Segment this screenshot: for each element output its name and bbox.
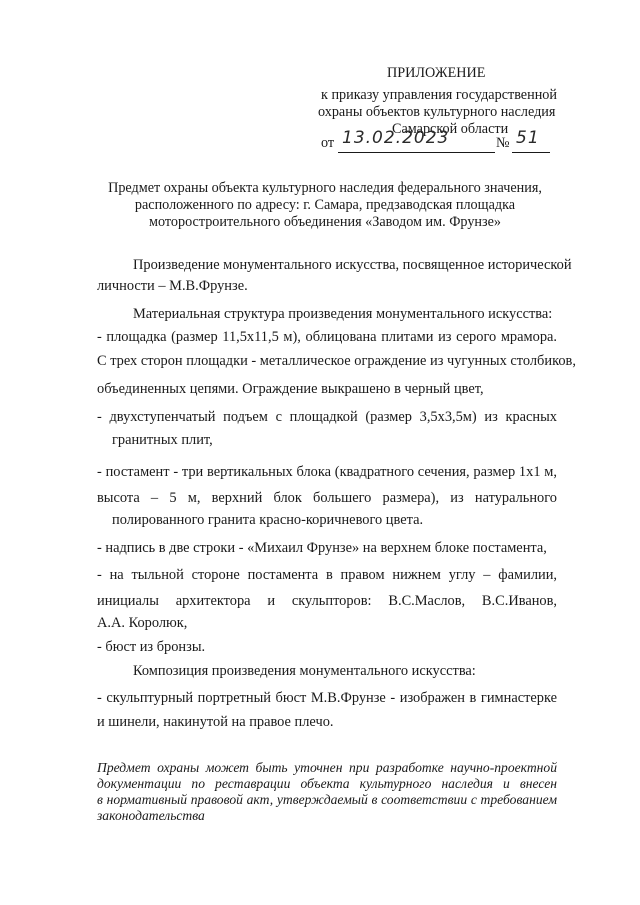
- header-line-3: Самарской области: [392, 121, 509, 137]
- item-4: - надпись в две строки - «Михаил Фрунзе» на верхнем блоке постамента,: [97, 540, 547, 556]
- item-3-line-2: высота – 5 м, верхний блок большего размера), из натурального: [97, 490, 557, 506]
- note-line-4: законодательства: [97, 808, 205, 823]
- item-7-line-1: - скульптурный портретный бюст М.В.Фрунзе - изображен в гимнастерке: [97, 690, 557, 706]
- subject-title-line-1: Предмет охраны объекта культурного наследия федерального значения,: [108, 180, 542, 196]
- number-prefix: №: [496, 135, 510, 151]
- item-2-line-2: гранитных плит,: [112, 432, 213, 448]
- item-6: - бюст из бронзы.: [97, 639, 206, 655]
- appendix-title: ПРИЛОЖЕНИЕ: [387, 65, 486, 81]
- note-line-1: Предмет охраны может быть уточнен при разработке научно-проектной: [97, 760, 557, 775]
- item-5-line-2: инициалы архитектора и скульпторов: В.С.Маслов, В.С.Иванов,: [97, 593, 557, 609]
- paragraph-1-line-2: личности – М.В.Фрунзе.: [97, 278, 248, 294]
- handwritten-date: 13.02.2023: [342, 128, 450, 148]
- note-line-3: в нормативный правовой акт, утверждаемый в соответствии с требованием: [97, 792, 557, 807]
- date-underline: [338, 152, 495, 153]
- item-3-line-1: - постамент - три вертикальных блока (квадратного сечения, размер 1х1 м,: [97, 464, 557, 480]
- number-underline: [512, 152, 550, 153]
- handwritten-number: 51: [516, 128, 540, 148]
- note-line-2: документации по реставрации объекта культурного наследия и внесен: [97, 776, 557, 791]
- paragraph-2: Материальная структура произведения монументального искусства:: [133, 306, 553, 322]
- item-5-line-1: - на тыльной стороне постамента в правом нижнем углу – фамилии,: [97, 567, 557, 583]
- item-1-line-3: объединенных цепями. Ограждение выкрашено в черный цвет,: [97, 381, 484, 397]
- subject-title-line-3: моторостроительного объединения «Заводом им. Фрунзе»: [149, 214, 501, 230]
- item-5-line-3: А.А. Королюк,: [97, 615, 188, 631]
- paragraph-1-line-1: Произведение монументального искусства, посвященное исторической: [133, 257, 572, 273]
- date-prefix: от: [321, 135, 335, 151]
- item-2-line-1: - двухступенчатый подъем с площадкой (размер 3,5х3,5м) из красных: [97, 409, 557, 425]
- item-1-line-2: С трех сторон площадки - металлическое ограждение из чугунных столбиков,: [97, 353, 576, 369]
- item-7-line-2: и шинели, накинутой на правое плечо.: [97, 714, 334, 730]
- subject-title-line-2: расположенного по адресу: г. Самара, предзаводская площадка: [134, 197, 516, 213]
- header-line-1: к приказу управления государственной: [321, 87, 557, 103]
- header-line-2: охраны объектов культурного наследия: [318, 104, 556, 120]
- paragraph-3: Композиция произведения монументального искусства:: [133, 663, 476, 679]
- item-1-line-1: - площадка (размер 11,5х11,5 м), облицована плитами из серого мрамора.: [97, 329, 557, 345]
- item-3-line-3: полированного гранита красно-коричневого цвета.: [112, 512, 424, 528]
